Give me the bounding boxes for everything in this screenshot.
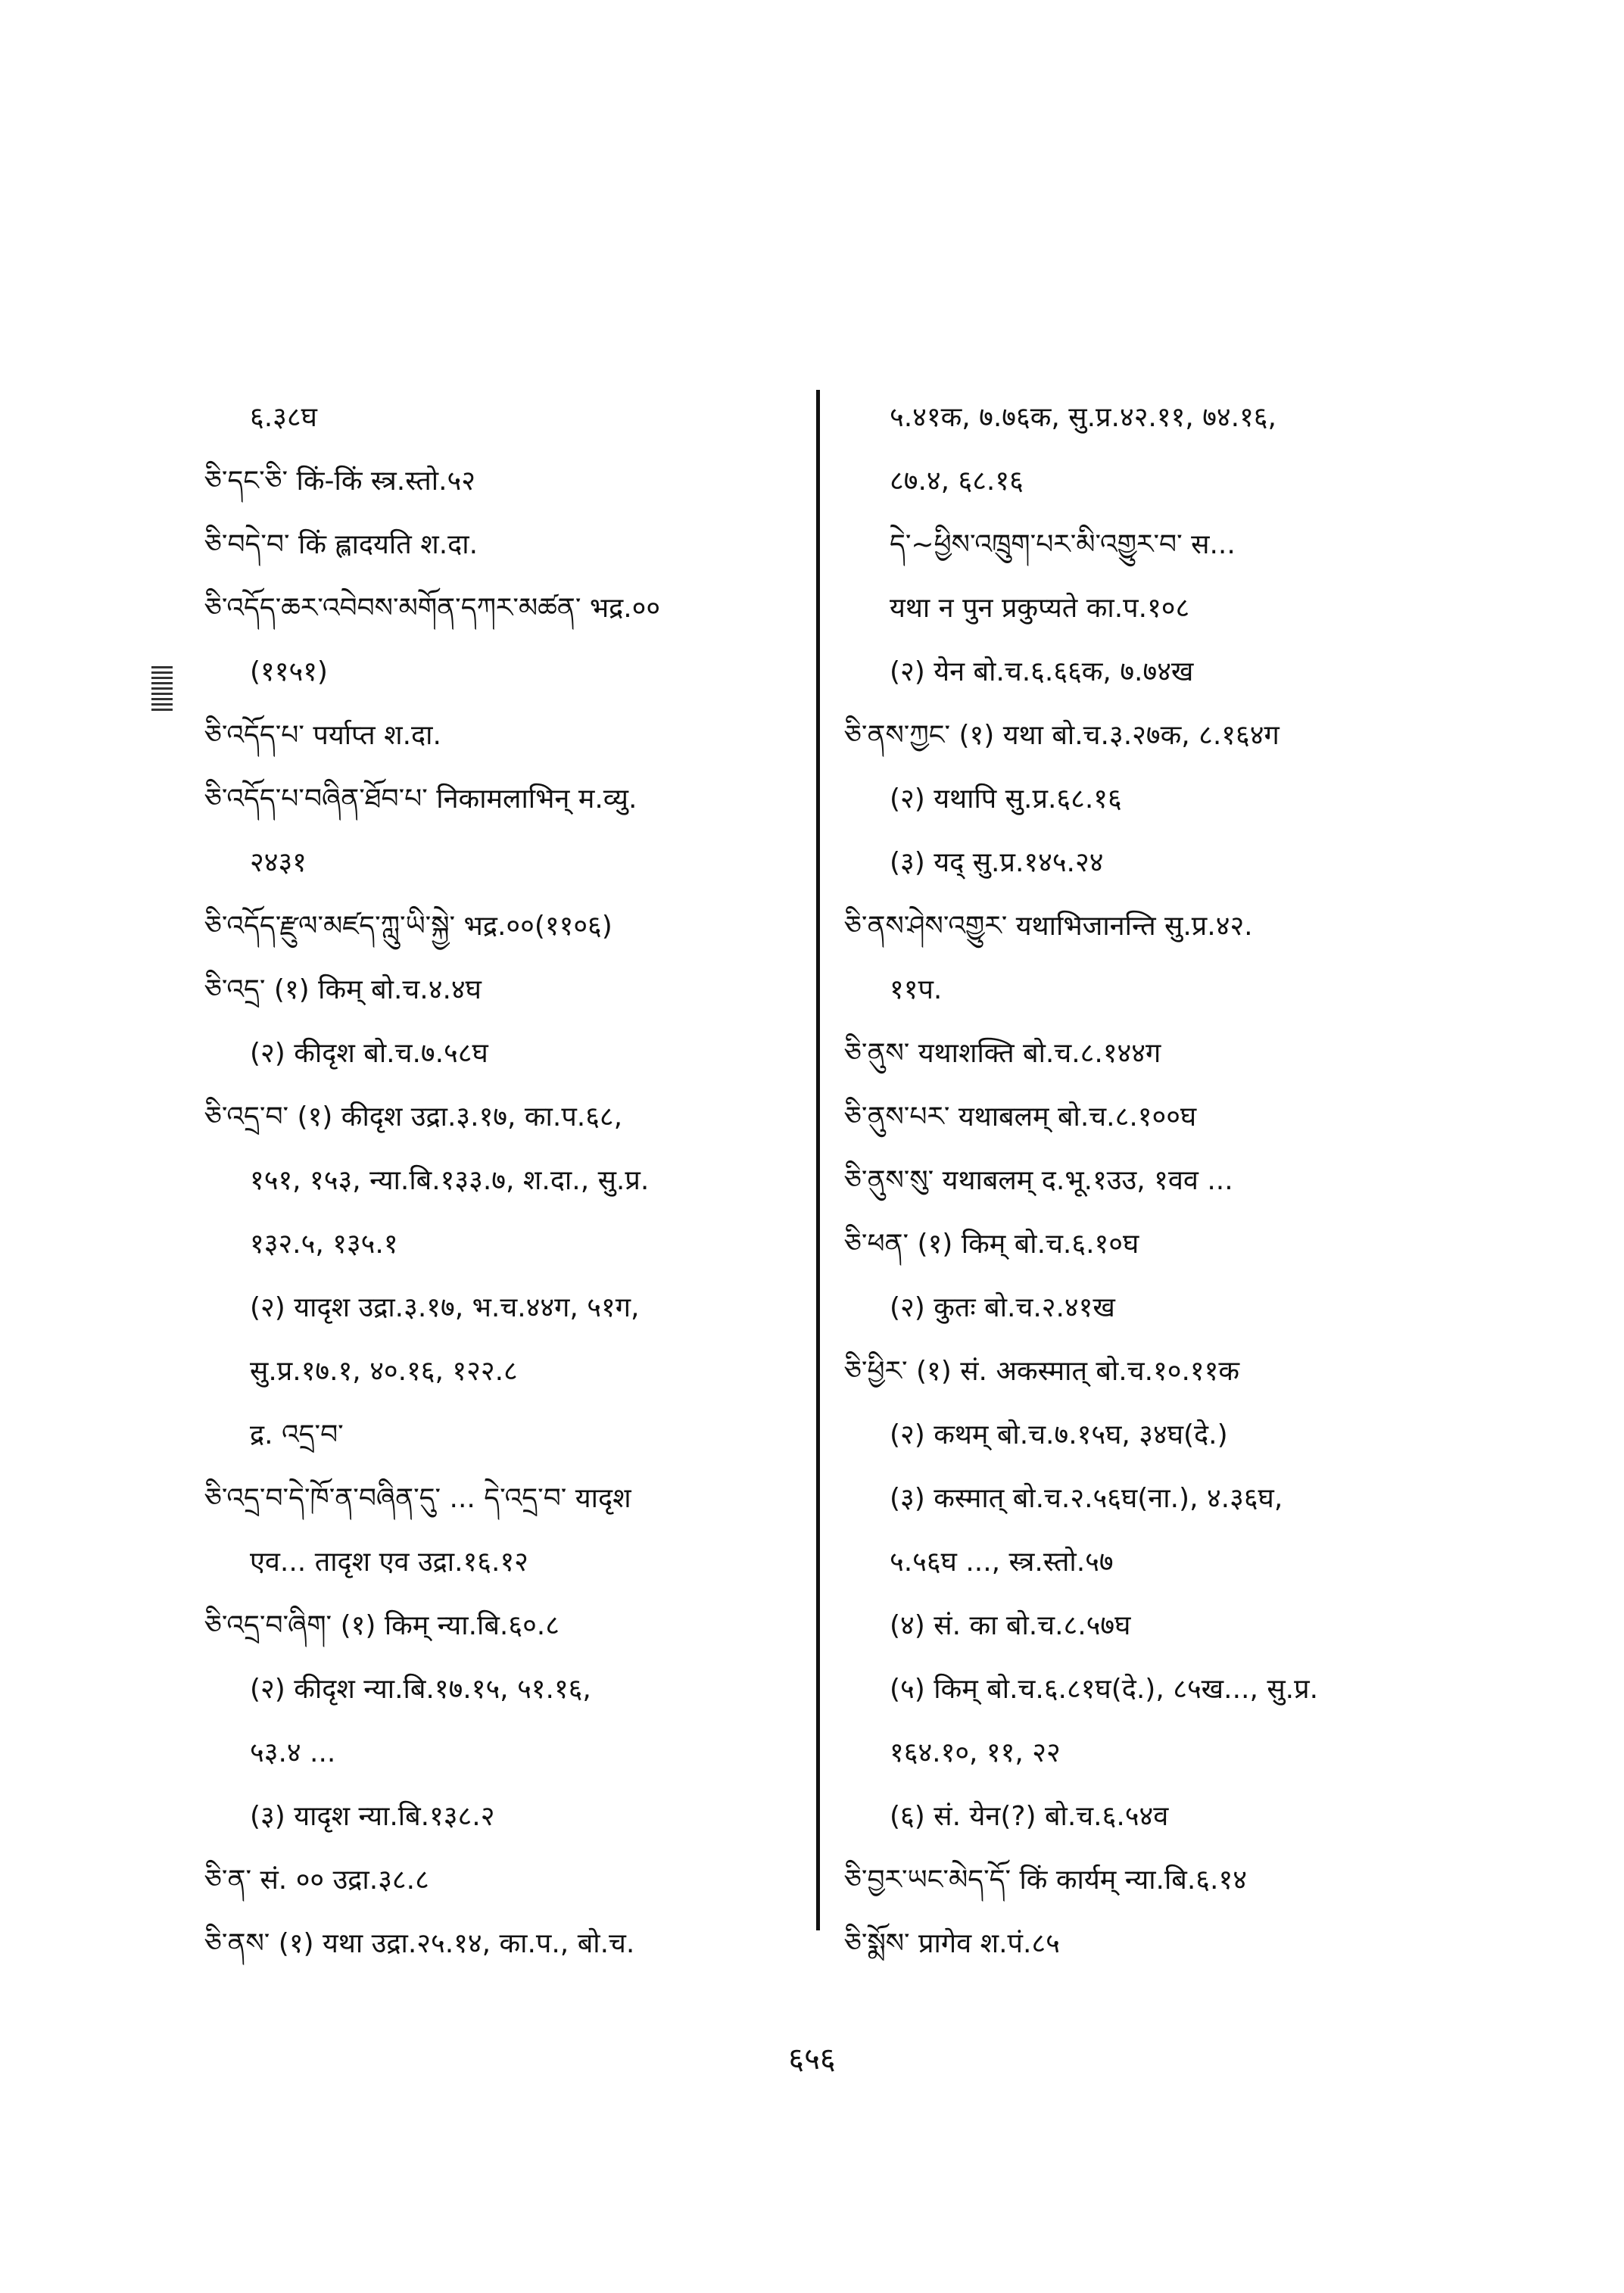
entry-line: सु.प्र.१७.१, ४०.१६, १२२.८ xyxy=(250,1356,518,1387)
entry-line: ཅི་ན་ सं. ०० उद्रा.३८.८ xyxy=(204,1865,429,1896)
entry-line: ཅི་འདོད་པ་བཞིན་ཐོབ་པ་ निकामलाभिन् म.व्यु. xyxy=(204,784,637,815)
entry-line: ཅི་ནས་ཀྱང་ (१) यथा बो.च.३.२७क, ८.१६४ग xyxy=(844,720,1280,751)
entry-line: (४) सं. का बो.च.८.५७घ xyxy=(890,1610,1131,1641)
entry-line: (२) कीदृश बो.च.७.५८घ xyxy=(250,1038,488,1069)
entry-line: (३) यद् सु.प्र.१४५.२४ xyxy=(890,847,1104,878)
entry-line: ཅི་འདོད་རྫུལ་མཛད་ཀླུ་ཡི་སྐྱེ་ भद्र.००(११०६) xyxy=(204,911,613,942)
entry-line: ཅི་སྨོས་ प्रागेव श.पं.८५ xyxy=(844,1928,1060,1959)
entry-line: ཅི་འདྲ་བ་ (१) कीदृश उद्रा.३.१७, का.प.६८, xyxy=(204,1101,623,1132)
column-divider xyxy=(816,390,820,1930)
entry-line: (२) येन बो.च.६.६६क, ७.७४ख xyxy=(890,656,1194,687)
left-column xyxy=(204,386,795,1976)
entry-line: ཅི་འདྲ་བ་དེ་ཁོ་ན་བཞིན་དུ་ ... དེ་འདྲ་བ་ यादृश xyxy=(204,1483,631,1514)
entry-line: ཅི་ཕན་ (१) किम् बो.च.६.१०घ xyxy=(844,1229,1139,1260)
entry-line: (२) यथापि सु.प्र.६८.१६ xyxy=(890,784,1122,815)
entry-line: १५१, १५३, न्या.बि.१३३.७, श.दा., सु.प्र. xyxy=(250,1165,650,1196)
entry-line: एव... तादृश एव उद्रा.१६.१२ xyxy=(250,1547,528,1578)
entry-line: ཅི་ཕྱིར་ (१) सं. अकस्मात् बो.च.१०.११क xyxy=(844,1356,1240,1387)
entry-line: ཅི་ནུས་སུ་ यथाबलम् द.भू.१उउ, १वव ... xyxy=(844,1165,1233,1196)
entry-line: ཅི་བདེ་བ་ किं ह्लादयति श.दा. xyxy=(204,529,478,560)
entry-line: ཅི་ནུས་ यथाशक्ति बो.च.८.१४४ग xyxy=(844,1038,1161,1069)
entry-line: द्र. འདྲ་བ་ xyxy=(250,1419,344,1450)
entry-line: ५.४१क, ७.७६क, सु.प्र.४२.११, ७४.१६, xyxy=(890,402,1276,433)
entry-line: (३) कस्मात् बो.च.२.५६घ(ना.), ४.३६घ, xyxy=(890,1483,1283,1514)
entry-line: ཅི་ནུས་པར་ यथाबलम् बो.च.८.१००घ xyxy=(844,1101,1197,1132)
margin-mark xyxy=(151,666,173,712)
entry-line: १६४.१०, ११, २२ xyxy=(890,1737,1061,1768)
entry-line: ११प. xyxy=(890,974,943,1005)
entry-line: ཅི་དང་ཅི་ किं-किं स्त्र.स्तो.५२ xyxy=(204,466,475,497)
entry-line: २४३१ xyxy=(250,847,307,878)
right-column xyxy=(844,386,1450,1976)
entry-line: ཅི་ནས་ཤེས་འགྱུར་ यथाभिजानन्ति सु.प्र.४२. xyxy=(844,911,1253,942)
entry-line: ཅི་འདྲ་བ་ཞིག་ (१) किम् न्या.बि.६०.८ xyxy=(204,1610,560,1641)
entry-line: ५३.४ ... xyxy=(250,1737,336,1768)
entry-line: १३२.५, १३५.१ xyxy=(250,1229,398,1260)
entry-line: ཅི་འདོད་ཆར་འབེབས་མགོན་དཀར་མཚན་ भद्र.०० xyxy=(204,593,661,624)
entry-line: ཅི་འདོད་པ་ पर्याप्त श.दा. xyxy=(204,720,441,751)
entry-line: ६.३८घ xyxy=(250,402,317,433)
entry-line: ५.५६घ ..., स्त्र.स्तो.५७ xyxy=(890,1547,1114,1578)
entry-line: यथा न पुन प्रकुप्यते का.प.१०८ xyxy=(890,593,1190,624)
entry-line: ཅི་ནས་ (१) यथा उद्रा.२५.१४, का.प., बो.च. xyxy=(204,1928,635,1959)
entry-line: (११५१) xyxy=(250,656,328,687)
entry-line: (२) कुतः बो.च.२.४१ख xyxy=(890,1292,1115,1323)
entry-line: དེ་~ཕྱིས་འཁྲུག་པར་མི་འགྱུར་བ་ स... xyxy=(890,529,1236,560)
entry-line: ཅི་བྱར་ཡང་མེད་དོ་ किं कार्यम् न्या.बि.६.१४ xyxy=(844,1865,1247,1896)
entry-line: (६) सं. येन(?) बो.च.६.५४व xyxy=(890,1801,1169,1832)
entry-line: ཅི་འདྲ་ (१) किम् बो.च.४.४घ xyxy=(204,974,482,1005)
entry-line: (५) किम् बो.च.६.८१घ(दे.), ८५ख..., सु.प्र. xyxy=(890,1674,1319,1705)
entry-line: (२) यादृश उद्रा.३.१७, भ.च.४४ग, ५१ग, xyxy=(250,1292,640,1323)
page-number: ६५६ xyxy=(788,2042,836,2076)
entry-line: (२) कथम् बो.च.७.१५घ, ३४घ(दे.) xyxy=(890,1419,1228,1450)
entry-line: (२) कीदृश न्या.बि.१७.१५, ५१.१६, xyxy=(250,1674,591,1705)
entry-line: ८७.४, ६८.१६ xyxy=(890,466,1024,497)
entry-line: (३) यादृश न्या.बि.१३८.२ xyxy=(250,1801,495,1832)
